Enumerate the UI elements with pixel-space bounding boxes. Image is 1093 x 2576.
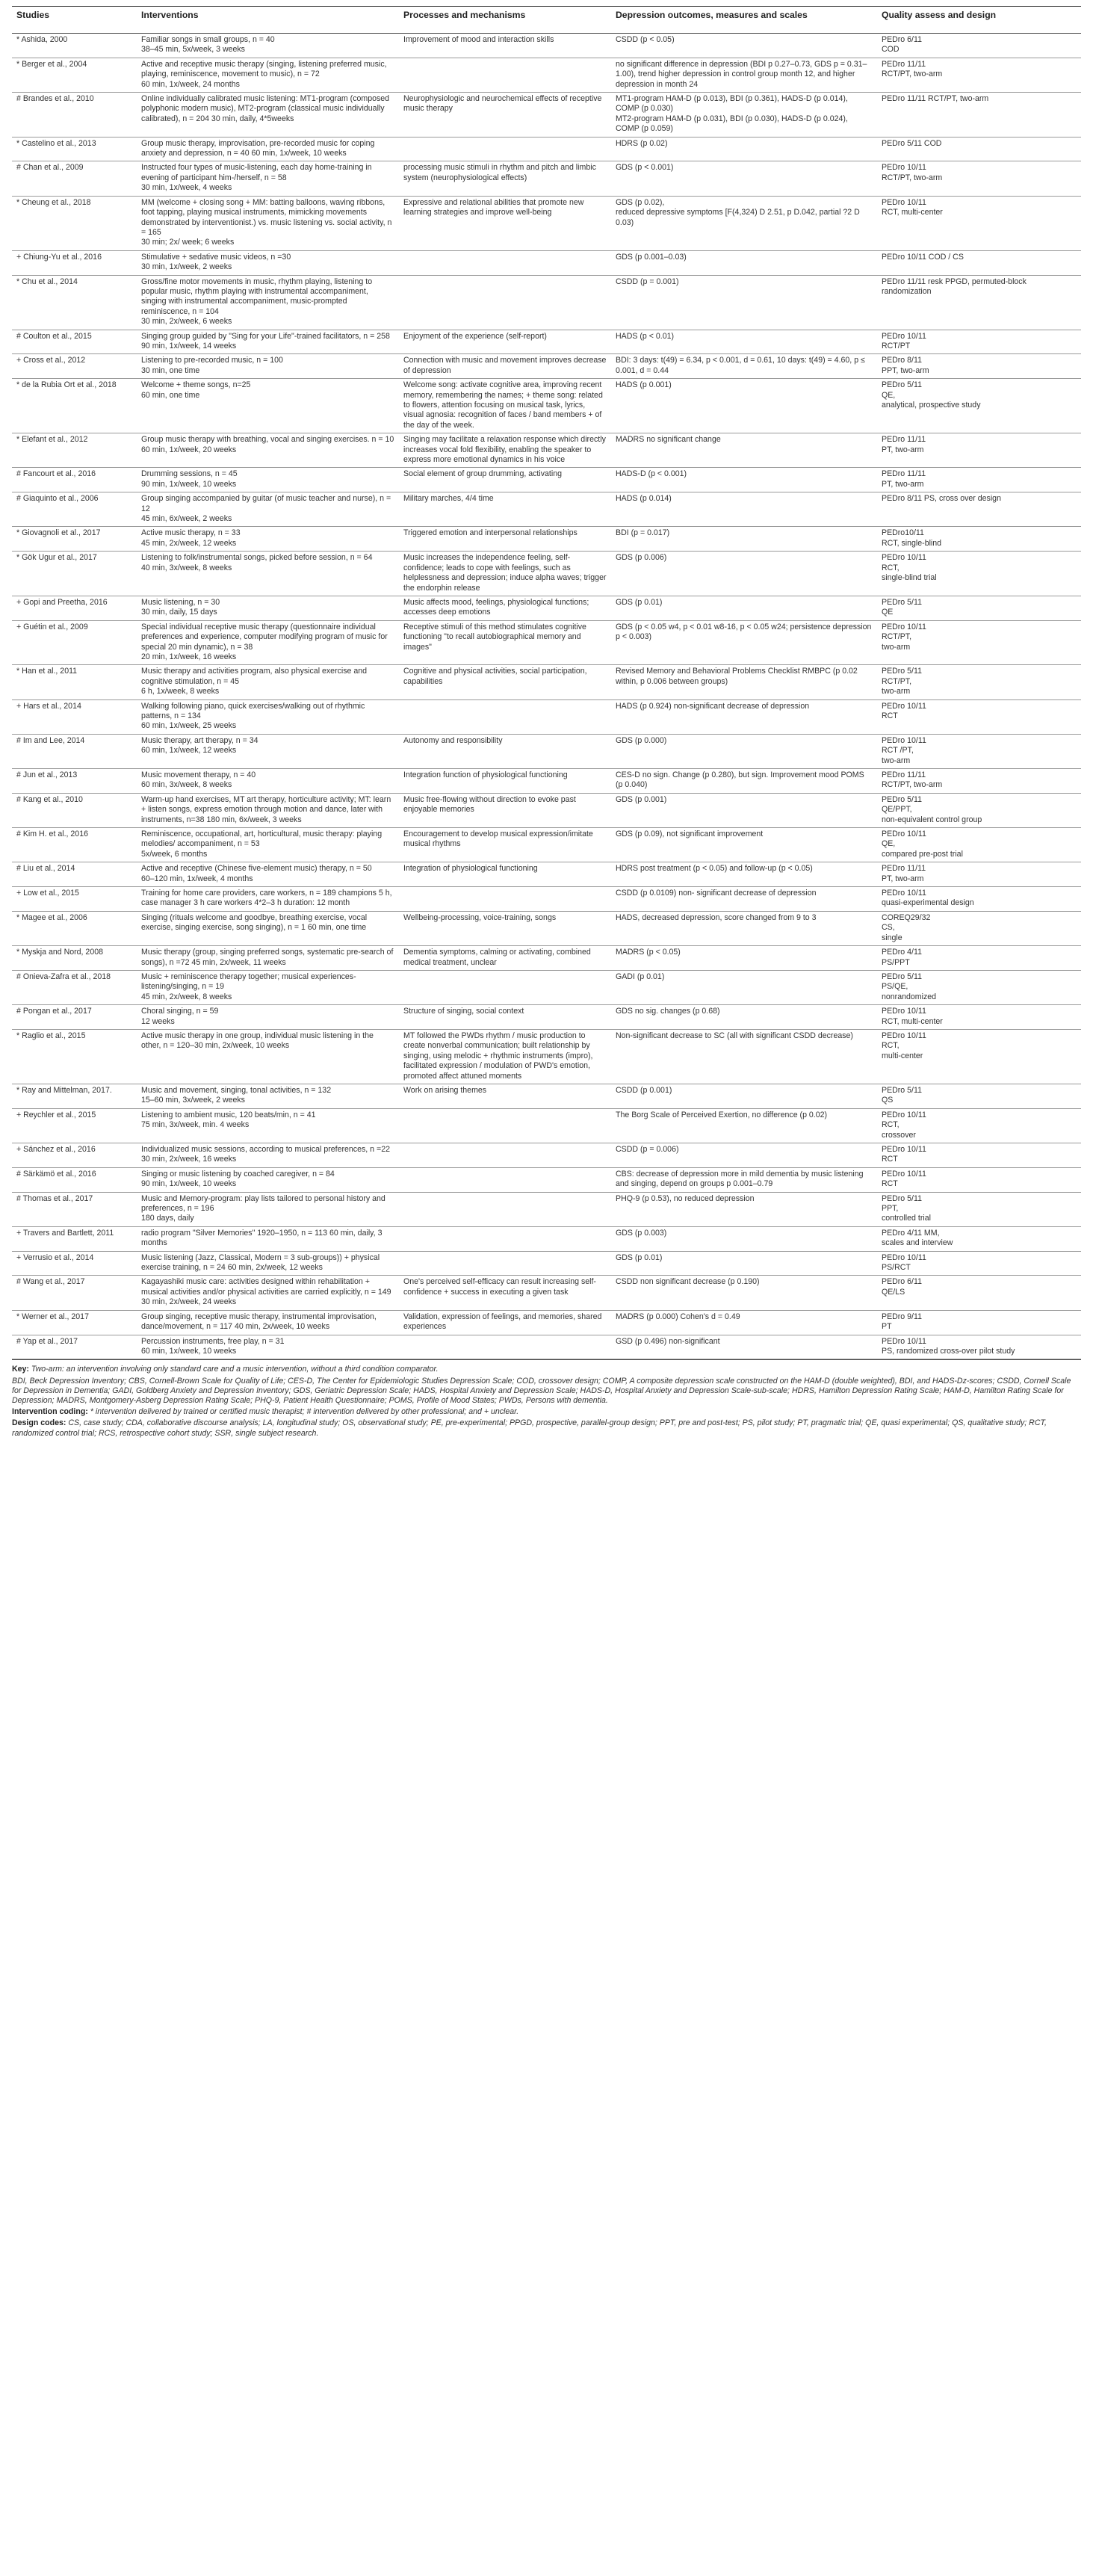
footnote-coding-text: * intervention delivered by trained or certified music therapist; # intervention delivered by other professional; and + unclear. — [90, 1407, 519, 1417]
table-row — [12, 1226, 1081, 1251]
cell-study: * de la Rubia Ort et al., 2018 — [12, 379, 137, 433]
table-row — [12, 911, 1081, 945]
cell-outcome: HDRS post treatment (p < 0.05) and follow-up (p < 0.05) — [611, 862, 877, 887]
cell-process: Structure of singing, social context — [399, 1005, 611, 1030]
cell-process — [399, 1226, 611, 1251]
cell-quality: PEDro 10/11 RCT, multi-center — [877, 196, 1081, 250]
cell-study: * Myskja and Nord, 2008 — [12, 946, 137, 971]
table-row — [12, 1251, 1081, 1276]
cell-outcome: HADS (p 0.014) — [611, 492, 877, 527]
cell-outcome: GSD (p 0.496) non-significant — [611, 1335, 877, 1359]
cell-study: + Low et al., 2015 — [12, 887, 137, 912]
cell-process: Integration function of physiological functioning — [399, 769, 611, 794]
cell-quality: PEDro 10/11 RCT, multi-center — [877, 1005, 1081, 1030]
table-row — [12, 161, 1081, 196]
footnote-key-text: Two-arm: an intervention involving only standard care and a music intervention, without a third condition comparator. — [31, 1365, 439, 1374]
cell-study: * Ashida, 2000 — [12, 34, 137, 58]
cell-outcome: GDS (p < 0.001) — [611, 161, 877, 196]
cell-outcome: GDS (p 0.001–0.03) — [611, 250, 877, 275]
footnote-coding — [12, 1407, 1081, 1417]
cell-study: # Kim H. et al., 2016 — [12, 828, 137, 862]
table-row — [12, 734, 1081, 768]
footnote-key — [12, 1365, 1081, 1374]
cell-intervention: Individualized music sessions, according to musical preferences, n =22 30 min, 2x/week, 16 weeks — [137, 1143, 399, 1168]
cell-quality: PEDro 11/11 resk PPGD, permuted-block randomization — [877, 275, 1081, 330]
cell-outcome: GDS (p 0.000) — [611, 734, 877, 768]
table-row — [12, 699, 1081, 734]
table-footnote — [12, 1359, 1081, 1438]
cell-quality: PEDro 11/11 RCT/PT, two-arm — [877, 769, 1081, 794]
cell-study: # Jun et al., 2013 — [12, 769, 137, 794]
table-row — [12, 620, 1081, 665]
cell-process — [399, 58, 611, 92]
cell-intervention: Group singing accompanied by guitar (of music teacher and nurse), n = 12 45 min, 6x/week, 2 weeks — [137, 492, 399, 527]
cell-outcome: HADS (p < 0.01) — [611, 330, 877, 354]
table-row — [12, 1192, 1081, 1226]
table-row — [12, 793, 1081, 827]
cell-outcome: GDS (p 0.09), not significant improvement — [611, 828, 877, 862]
table-row — [12, 93, 1081, 138]
cell-outcome: no significant difference in depression (BDI p 0.27–0.73, GDS p = 0.31–1.00), trend higher depression in control group month 12, and higher depression in month 24 — [611, 58, 877, 92]
cell-quality: PEDro 10/11 quasi-experimental design — [877, 887, 1081, 912]
cell-outcome: BDI: 3 days: t(49) = 6.34, p < 0.001, d = 0.61, 10 days: t(49) = 4.60, p ≤ 0.001, d = 0.44 — [611, 354, 877, 379]
cell-process: Wellbeing-processing, voice-training, songs — [399, 911, 611, 945]
cell-study: # Pongan et al., 2017 — [12, 1005, 137, 1030]
cell-intervention: Music + reminiscence therapy together; musical experiences-listening/singing, n = 19 45 min, 2x/week, 8 weeks — [137, 970, 399, 1004]
cell-intervention: Listening to ambient music, 120 beats/min, n = 41 75 min, 3x/week, min. 4 weeks — [137, 1108, 399, 1143]
table-row — [12, 492, 1081, 527]
cell-process: Autonomy and responsibility — [399, 734, 611, 768]
header-quality: Quality assess and design — [877, 7, 1081, 34]
footnote-design — [12, 1418, 1081, 1438]
cell-process: Enjoyment of the experience (self-report) — [399, 330, 611, 354]
cell-quality: PEDro 5/11 QE/PPT, non-equivalent control group — [877, 793, 1081, 827]
cell-quality: PEDro 4/11 PS/PPT — [877, 946, 1081, 971]
cell-study: # Thomas et al., 2017 — [12, 1192, 137, 1226]
cell-quality: PEDro 5/11 PS/QE, nonrandomized — [877, 970, 1081, 1004]
cell-intervention: Online individually calibrated music listening: MT1-program (composed polyphonic modern music), MT2-program (classical music individually calibrated), n = 204 30 min, daily, 4*5weeks — [137, 93, 399, 138]
cell-study: * Giovagnoli et al., 2017 — [12, 527, 137, 552]
table-row — [12, 196, 1081, 250]
table-row — [12, 527, 1081, 552]
cell-quality: PEDro 5/11 RCT/PT, two-arm — [877, 665, 1081, 699]
cell-outcome: Non-significant decrease to SC (all with significant CSDD decrease) — [611, 1029, 877, 1084]
cell-intervention: Listening to pre-recorded music, n = 100 30 min, one time — [137, 354, 399, 379]
cell-process: One's perceived self-efficacy can result increasing self-confidence + success in executing a given task — [399, 1276, 611, 1310]
cell-outcome: BDI (p = 0.017) — [611, 527, 877, 552]
cell-study: * Berger et al., 2004 — [12, 58, 137, 92]
table-row — [12, 275, 1081, 330]
footnote-design-label: Design codes: — [12, 1418, 66, 1428]
cell-outcome: CES-D no sign. Change (p 0.280), but sign. Improvement mood POMS (p 0.040) — [611, 769, 877, 794]
cell-intervention: Music therapy, art therapy, n = 34 60 min, 1x/week, 12 weeks — [137, 734, 399, 768]
cell-study: * Magee et al., 2006 — [12, 911, 137, 945]
table-row — [12, 379, 1081, 433]
header-interventions: Interventions — [137, 7, 399, 34]
cell-quality: PEDro10/11 RCT, single-blind — [877, 527, 1081, 552]
cell-process: Neurophysiologic and neurochemical effects of receptive music therapy — [399, 93, 611, 138]
cell-quality: PEDro 10/11 RCT/PT — [877, 330, 1081, 354]
cell-outcome: GDS (p 0.003) — [611, 1226, 877, 1251]
cell-process — [399, 1167, 611, 1192]
cell-quality: PEDro 11/11 PT, two-arm — [877, 468, 1081, 492]
cell-process — [399, 1143, 611, 1168]
studies-table — [12, 6, 1081, 1359]
cell-study: # Wang et al., 2017 — [12, 1276, 137, 1310]
cell-intervention: Music therapy (group, singing preferred songs, systematic pre-search of songs), n =72 45 min, 2x/week, 11 weeks — [137, 946, 399, 971]
cell-outcome: GDS (p 0.006) — [611, 552, 877, 596]
cell-process: Welcome song: activate cognitive area, improving recent memory, remembering the names; + theme song: related to flowers, attention focusing on musical task, lyrics, visual agnosia: recognition of faces / band members + of the day of the week. — [399, 379, 611, 433]
cell-outcome: GADI (p 0.01) — [611, 970, 877, 1004]
cell-intervention: Active music therapy in one group, individual music listening in the other, n = 120–30 min, 2x/week, 10 weeks — [137, 1029, 399, 1084]
cell-quality: PEDro 10/11 COD / CS — [877, 250, 1081, 275]
cell-intervention: Active and receptive (Chinese five-element music) therapy, n = 50 60–120 min, 1x/week, 4 months — [137, 862, 399, 887]
cell-study: * Gök Ugur et al., 2017 — [12, 552, 137, 596]
cell-process: Expressive and relational abilities that promote new learning strategies and improve well-being — [399, 196, 611, 250]
cell-intervention: Drumming sessions, n = 45 90 min, 1x/week, 10 weeks — [137, 468, 399, 492]
cell-process: Music increases the independence feeling, self-confidence; leads to cope with feelings, such as helplessness and depression; induce alpha waves; trigger the endorphin release — [399, 552, 611, 596]
cell-process: Triggered emotion and interpersonal relationships — [399, 527, 611, 552]
cell-study: # Giaquinto et al., 2006 — [12, 492, 137, 527]
cell-intervention: MM (welcome + closing song + MM: batting balloons, waving ribbons, foot tapping, playing musical instruments, mimicking movements demonstrated by interventionist.) vs. music listening vs. social activity, n = 165 30 min; 2x/ week; 6 weeks — [137, 196, 399, 250]
cell-process — [399, 887, 611, 912]
cell-intervention: Active and receptive music therapy (singing, listening preferred music, playing, reminiscence, movement to music), n = 72 60 min, 1x/week, 24 months — [137, 58, 399, 92]
cell-intervention: Stimulative + sedative music videos, n =30 30 min, 1x/week, 2 weeks — [137, 250, 399, 275]
cell-quality: PEDro 11/11 PT, two-arm — [877, 862, 1081, 887]
cell-study: + Cross et al., 2012 — [12, 354, 137, 379]
cell-study: # Onieva-Zafra et al., 2018 — [12, 970, 137, 1004]
cell-quality: PEDro 6/11 QE/LS — [877, 1276, 1081, 1310]
cell-quality: PEDro 10/11 QE, compared pre-post trial — [877, 828, 1081, 862]
cell-outcome: HADS (p 0.001) — [611, 379, 877, 433]
cell-intervention: Reminiscence, occupational, art, horticultural, music therapy: playing melodies/ accompaniment, n = 53 5x/week, 6 months — [137, 828, 399, 862]
cell-intervention: radio program "Silver Memories" 1920–1950, n = 113 60 min, daily, 3 months — [137, 1226, 399, 1251]
cell-outcome: GDS no sig. changes (p 0.68) — [611, 1005, 877, 1030]
cell-quality: PEDro 11/11 RCT/PT, two-arm — [877, 58, 1081, 92]
cell-quality: PEDro 11/11 RCT/PT, two-arm — [877, 93, 1081, 138]
cell-intervention: Music movement therapy, n = 40 60 min, 3x/week, 8 weeks — [137, 769, 399, 794]
cell-outcome: CSDD (p 0.0109) non- significant decrease of depression — [611, 887, 877, 912]
table-row — [12, 468, 1081, 492]
table-row — [12, 862, 1081, 887]
table-row — [12, 1108, 1081, 1143]
cell-process: Work on arising themes — [399, 1084, 611, 1108]
cell-process: Social element of group drumming, activating — [399, 468, 611, 492]
cell-process — [399, 250, 611, 275]
cell-process — [399, 1335, 611, 1359]
cell-intervention: Listening to folk/instrumental songs, picked before session, n = 64 40 min, 3x/week, 8 weeks — [137, 552, 399, 596]
table-row — [12, 828, 1081, 862]
table-row — [12, 552, 1081, 596]
table-row — [12, 58, 1081, 92]
cell-intervention: Music and Memory-program: play lists tailored to personal history and preferences, n = 196 180 days, daily — [137, 1192, 399, 1226]
cell-quality: PEDro 5/11 COD — [877, 137, 1081, 161]
cell-quality: PEDro 10/11 RCT/PT, two-arm — [877, 161, 1081, 196]
cell-process — [399, 137, 611, 161]
cell-intervention: Active music therapy, n = 33 45 min, 2x/week, 12 weeks — [137, 527, 399, 552]
cell-outcome: HADS (p 0.924) non-significant decrease of depression — [611, 699, 877, 734]
cell-outcome: Revised Memory and Behavioral Problems Checklist RMBPC (p 0.02 within, p 0.006 between groups) — [611, 665, 877, 699]
cell-outcome: PHQ-9 (p 0.53), no reduced depression — [611, 1192, 877, 1226]
table-row — [12, 596, 1081, 620]
cell-process: Integration of physiological functioning — [399, 862, 611, 887]
cell-process: Singing may facilitate a relaxation response which directly increases vocal fold flexibility, enabling the speaker to express more emotional dynamics in his voice — [399, 433, 611, 468]
header-processes: Processes and mechanisms — [399, 7, 611, 34]
cell-intervention: Choral singing, n = 59 12 weeks — [137, 1005, 399, 1030]
header-studies: Studies — [12, 7, 137, 34]
cell-quality: PEDro 11/11 PT, two-arm — [877, 433, 1081, 468]
cell-study: * Werner et al., 2017 — [12, 1310, 137, 1335]
cell-intervention: Training for home care providers, care workers, n = 189 champions 5 h, case manager 3 h care workers 4*2–3 h duration: 12 month — [137, 887, 399, 912]
cell-outcome: MADRS (p < 0.05) — [611, 946, 877, 971]
cell-quality: PEDro 5/11 QS — [877, 1084, 1081, 1108]
cell-quality: PEDro 8/11 PS, cross over design — [877, 492, 1081, 527]
table-row — [12, 1143, 1081, 1168]
cell-study: + Reychler et al., 2015 — [12, 1108, 137, 1143]
cell-outcome: CSDD (p < 0.05) — [611, 34, 877, 58]
cell-intervention: Singing group guided by "Sing for your Life"-trained facilitators, n = 258 90 min, 1x/week, 14 weeks — [137, 330, 399, 354]
cell-process: Receptive stimuli of this method stimulates cognitive functioning "to recall autobiographical memory and images" — [399, 620, 611, 665]
cell-process — [399, 1251, 611, 1276]
cell-outcome: HADS-D (p < 0.001) — [611, 468, 877, 492]
cell-quality: PEDro 10/11 PS, randomized cross-over pilot study — [877, 1335, 1081, 1359]
cell-quality: PEDro 10/11 RCT/PT, two-arm — [877, 620, 1081, 665]
cell-study: * Raglio et al., 2015 — [12, 1029, 137, 1084]
table-row — [12, 1084, 1081, 1108]
cell-study: # Yap et al., 2017 — [12, 1335, 137, 1359]
cell-outcome: CBS: decrease of depression more in mild dementia by music listening and singing, depend on groups p 0.001–0.79 — [611, 1167, 877, 1192]
cell-intervention: Group singing, receptive music therapy, instrumental improvisation, dance/movement, n = 117 40 min, 2x/week, 10 weeks — [137, 1310, 399, 1335]
cell-study: + Sánchez et al., 2016 — [12, 1143, 137, 1168]
cell-quality: PEDro 10/11 RCT — [877, 1167, 1081, 1192]
cell-process — [399, 1192, 611, 1226]
cell-process: processing music stimuli in rhythm and pitch and limbic system (neurophysiological effects) — [399, 161, 611, 196]
cell-outcome: GDS (p < 0.05 w4, p < 0.01 w8-16, p < 0.05 w24; persistence depression p < 0.003) — [611, 620, 877, 665]
table-header — [12, 7, 1081, 34]
header-row — [12, 7, 1081, 34]
cell-process: MT followed the PWDs rhythm / music production to create nonverbal communication; built relationship by singing, using melodic + rhythmic instruments (impro), facilitated expression / modulation of PWD's emotion, promoted affect attuned moments — [399, 1029, 611, 1084]
cell-quality: PEDro 10/11 PS/RCT — [877, 1251, 1081, 1276]
cell-quality: PEDro 6/11 COD — [877, 34, 1081, 58]
footnote-abbreviations — [12, 1377, 1081, 1406]
cell-outcome: GDS (p 0.01) — [611, 596, 877, 620]
cell-process: Connection with music and movement improves decrease of depression — [399, 354, 611, 379]
cell-study: * Elefant et al., 2012 — [12, 433, 137, 468]
cell-intervention: Kagayashiki music care: activities designed within rehabilitation + musical activities and/or physical activities are carried explicitly, n = 149 30 min, 2x/week, 24 weeks — [137, 1276, 399, 1310]
cell-process: Military marches, 4/4 time — [399, 492, 611, 527]
cell-study: # Im and Lee, 2014 — [12, 734, 137, 768]
cell-study: # Kang et al., 2010 — [12, 793, 137, 827]
table-row — [12, 1029, 1081, 1084]
cell-intervention: Music therapy and activities program, also physical exercise and cognitive stimulation, n = 45 6 h, 1x/week, 8 weeks — [137, 665, 399, 699]
cell-outcome: HDRS (p 0.02) — [611, 137, 877, 161]
cell-intervention: Singing or music listening by coached caregiver, n = 84 90 min, 1x/week, 10 weeks — [137, 1167, 399, 1192]
cell-quality: COREQ29/32 CS, single — [877, 911, 1081, 945]
cell-study: * Cheung et al., 2018 — [12, 196, 137, 250]
cell-process: Music affects mood, feelings, physiological functions; accesses deep emotions — [399, 596, 611, 620]
cell-outcome: CSDD (p 0.001) — [611, 1084, 877, 1108]
cell-quality: PEDro 9/11 PT — [877, 1310, 1081, 1335]
cell-quality: PEDro 5/11 QE — [877, 596, 1081, 620]
header-outcomes: Depression outcomes, measures and scales — [611, 7, 877, 34]
table-row — [12, 1167, 1081, 1192]
cell-quality: PEDro 10/11 RCT — [877, 1143, 1081, 1168]
footnote-coding-label: Intervention coding: — [12, 1407, 88, 1417]
cell-study: # Coulton et al., 2015 — [12, 330, 137, 354]
cell-process: Validation, expression of feelings, and memories, shared experiences — [399, 1310, 611, 1335]
footnote-abbreviations-text: BDI, Beck Depression Inventory; CBS, Cornell-Brown Scale for Quality of Life; CES-D, The Center for Epidemiologic Studies Depression Scale; COD, crossover design; COMP, A composite depression scale constructed on the HAM-D (double weighted), BDI, and HADS-Dz-scores; CSDD, Cornell Scale for Depression in Dementia; GADI, Goldberg Anxiety and Depression Inventory; GDS, Geriatric Depression Scale; HADS, Hospital Anxiety and Depression Scale; HADS-D, Hospital Anxiety and Depression Scale-sub-scale; HDRS, Hamilton Depression Rating Scale; HAM-D, Hamilton Rating Scale for Depression; MADRS, Montgomery-Asberg Depression Rating Scale; PHQ-9, Patient Health Questionnaire; POMS, Profile of Mood States; PWDs, Persons with dementia. — [12, 1376, 1071, 1405]
cell-quality: PEDro 10/11 RCT /PT, two-arm — [877, 734, 1081, 768]
cell-outcome: GDS (p 0.001) — [611, 793, 877, 827]
cell-process — [399, 699, 611, 734]
cell-study: * Castelino et al., 2013 — [12, 137, 137, 161]
footnote-design-text: CS, case study; CDA, collaborative discourse analysis; LA, longitudinal study; OS, observational study; PE, pre-experimental; PPGD, prospective, parallel-group design; PPT, pre and post-test; PS, pilot study; PT, pragmatic trial; QE, quasi experimental; QS, qualitative study; RCT, randomized control trial; RCS, retrospective cohort study; SSR, single subject research. — [12, 1418, 1047, 1438]
cell-quality: PEDro 10/11 RCT, single-blind trial — [877, 552, 1081, 596]
cell-quality: PEDro 5/11 QE, analytical, prospective study — [877, 379, 1081, 433]
cell-study: + Travers and Bartlett, 2011 — [12, 1226, 137, 1251]
cell-quality: PEDro 4/11 MM, scales and interview — [877, 1226, 1081, 1251]
cell-outcome: The Borg Scale of Perceived Exertion, no difference (p 0.02) — [611, 1108, 877, 1143]
cell-process: Cognitive and physical activities, social participation, capabilities — [399, 665, 611, 699]
cell-outcome: GDS (p 0.01) — [611, 1251, 877, 1276]
table-row — [12, 769, 1081, 794]
cell-outcome: MADRS (p 0.000) Cohen's d = 0.49 — [611, 1310, 877, 1335]
cell-outcome: MADRS no significant change — [611, 433, 877, 468]
cell-quality: PEDro 10/11 RCT, multi-center — [877, 1029, 1081, 1084]
table-row — [12, 250, 1081, 275]
cell-intervention: Special individual receptive music therapy (questionnaire individual preferences and experience, computer modifying program of music for special 20 min dynamic), n = 38 20 min, 1x/week, 16 weeks — [137, 620, 399, 665]
cell-study: + Gopi and Preetha, 2016 — [12, 596, 137, 620]
cell-intervention: Group music therapy with breathing, vocal and singing exercises. n = 10 60 min, 1x/week, 20 weeks — [137, 433, 399, 468]
cell-intervention: Warm-up hand exercises, MT art therapy, horticulture activity; MT: learn + listen songs, express emotion through motion and dance, later with instruments, n=38 180 min, 6x/week, 3 weeks — [137, 793, 399, 827]
cell-study: * Han et al., 2011 — [12, 665, 137, 699]
table-row — [12, 887, 1081, 912]
cell-intervention: Percussion instruments, free play, n = 31 60 min, 1x/week, 10 weeks — [137, 1335, 399, 1359]
cell-study: + Guétin et al., 2009 — [12, 620, 137, 665]
cell-outcome: CSDD (p = 0.001) — [611, 275, 877, 330]
cell-study: # Brandes et al., 2010 — [12, 93, 137, 138]
cell-study: + Hars et al., 2014 — [12, 699, 137, 734]
cell-quality: PEDro 10/11 RCT — [877, 699, 1081, 734]
cell-quality: PEDro 5/11 PPT, controlled trial — [877, 1192, 1081, 1226]
table-row — [12, 970, 1081, 1004]
cell-process: Dementia symptoms, calming or activating, combined medical treatment, unclear — [399, 946, 611, 971]
cell-intervention: Singing (rituals welcome and goodbye, breathing exercise, vocal exercise, singing exercise, song singing), n = 1 60 min, one time — [137, 911, 399, 945]
cell-process — [399, 1108, 611, 1143]
cell-intervention: Music listening (Jazz, Classical, Modern = 3 sub-groups)) + physical exercise training, n = 24 60 min, 2x/week, 12 weeks — [137, 1251, 399, 1276]
cell-intervention: Familiar songs in small groups, n = 40 38–45 min, 5x/week, 3 weeks — [137, 34, 399, 58]
cell-process: Improvement of mood and interaction skills — [399, 34, 611, 58]
table-row — [12, 330, 1081, 354]
cell-process: Music free-flowing without direction to evoke past enjoyable memories — [399, 793, 611, 827]
cell-intervention: Welcome + theme songs, n=25 60 min, one time — [137, 379, 399, 433]
cell-intervention: Instructed four types of music-listening, each day home-training in evening of participant him-/herself, n = 58 30 min, 1x/week, 4 weeks — [137, 161, 399, 196]
cell-intervention: Walking following piano, quick exercises/walking out of rhythmic patterns, n = 134 60 min, 1x/week, 25 weeks — [137, 699, 399, 734]
cell-study: + Chiung-Yu et al., 2016 — [12, 250, 137, 275]
cell-study: * Ray and Mittelman, 2017. — [12, 1084, 137, 1108]
cell-study: + Verrusio et al., 2014 — [12, 1251, 137, 1276]
cell-study: # Chan et al., 2009 — [12, 161, 137, 196]
cell-study: * Chu et al., 2014 — [12, 275, 137, 330]
table-row — [12, 137, 1081, 161]
footnote-key-label: Key: — [12, 1365, 29, 1374]
table-row — [12, 1005, 1081, 1030]
table-row — [12, 354, 1081, 379]
table-row — [12, 946, 1081, 971]
cell-quality: PEDro 10/11 RCT, crossover — [877, 1108, 1081, 1143]
cell-intervention: Music listening, n = 30 30 min, daily, 15 days — [137, 596, 399, 620]
cell-outcome: CSDD (p = 0.006) — [611, 1143, 877, 1168]
cell-quality: PEDro 8/11 PPT, two-arm — [877, 354, 1081, 379]
table-body — [12, 34, 1081, 1359]
cell-intervention: Group music therapy, improvisation, pre-recorded music for coping anxiety and depression, n = 40 60 min, 1x/week, 10 weeks — [137, 137, 399, 161]
cell-intervention: Gross/fine motor movements in music, rhythm playing, listening to popular music, rhythm playing with instrumental accompaniment, singing with instrumental accompaniment, music-prompted reminiscence, n = 104 30 min, 2x/week, 6 weeks — [137, 275, 399, 330]
cell-intervention: Music and movement, singing, tonal activities, n = 132 15–60 min, 3x/week, 2 weeks — [137, 1084, 399, 1108]
cell-study: # Särkämö et al., 2016 — [12, 1167, 137, 1192]
cell-study: # Fancourt et al., 2016 — [12, 468, 137, 492]
cell-study: # Liu et al., 2014 — [12, 862, 137, 887]
cell-outcome: CSDD non significant decrease (p 0.190) — [611, 1276, 877, 1310]
table-row — [12, 34, 1081, 58]
cell-process: Encouragement to develop musical expression/imitate musical rhythms — [399, 828, 611, 862]
table-row — [12, 433, 1081, 468]
cell-outcome: GDS (p 0.02), reduced depressive symptoms [F(4,324) D 2.51, p D.042, partial ?2 D 0.03) — [611, 196, 877, 250]
table-row — [12, 1276, 1081, 1310]
cell-outcome: MT1-program HAM-D (p 0.013), BDI (p 0.361), HADS-D (p 0.014), COMP (p 0.030) MT2-program HAM-D (p 0.031), BDI (p 0.030), HADS-D (p 0.024), COMP (p 0.059) — [611, 93, 877, 138]
table-row — [12, 1335, 1081, 1359]
cell-process — [399, 970, 611, 1004]
cell-process — [399, 275, 611, 330]
cell-outcome: HADS, decreased depression, score changed from 9 to 3 — [611, 911, 877, 945]
table-row — [12, 665, 1081, 699]
table-row — [12, 1310, 1081, 1335]
